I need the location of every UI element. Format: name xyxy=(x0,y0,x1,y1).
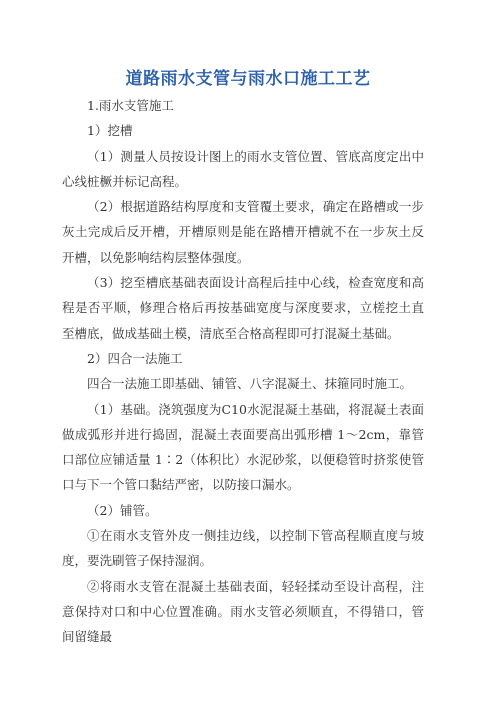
paragraph-foundation: （1）基础。浇筑强度为C10水泥混凝土基础，将混凝土表面做成弧形并进行捣固，混凝土表面要高出弧形槽 1～2cm，靠管口部位应铺适量 1∶2（体积比）水泥砂浆，以便稳管时挤浆使管口与下一个管口黏结严密，以防接口漏水。 xyxy=(62,401,424,493)
subheading-four-in-one: 2）四合一法施工 xyxy=(87,350,183,366)
subheading-trenching: 1）挖槽 xyxy=(87,123,133,139)
paragraph-survey: （1）测量人员按设计图上的雨水支管位置、管底高度定出中心线桩橛并标记高程。 xyxy=(62,148,424,189)
document-body xyxy=(62,93,424,650)
paragraph-edge-line: ①在雨水支管外皮一侧挂边线，以控制下管高程顺直度与坡度，要洗刷管子保持湿润。 xyxy=(62,528,424,569)
paragraph-reverse-trenching: （2）根据道路结构厚度和支管覆土要求，确定在路槽或一步灰土完成后反开槽，开槽原则是能在路槽开槽就不在一步灰土反开槽，以免影响结构层整体强度。 xyxy=(62,199,424,265)
document-title: 道路雨水支管与雨水口施工工艺 xyxy=(125,69,371,89)
paragraph-trench-bottom: （3）挖至槽底基础表面设计高程后挂中心线，检查宽度和高程是否平顺，修理合格后再按基础宽度与深度要求，立槎挖土直至槽底，做成基础土模，清底至合格高程即可打混凝土基础。 xyxy=(62,275,424,341)
paragraph-four-in-one-definition: 四合一法施工即基础、铺管、八字混凝土、抹箍同时施工。 xyxy=(87,376,413,392)
paragraph-pipe-placement: ②将雨水支管在混凝土基础表面，轻轻揉动至设计高程，注意保持对口和中心位置准确。雨水支管必须顺直，不得错口，管间留缝最 xyxy=(62,578,424,645)
heading-rain-branch-pipe: 1.雨水支管施工 xyxy=(87,98,174,113)
paragraph-pipe-laying-heading: （2）铺管。 xyxy=(87,502,158,518)
